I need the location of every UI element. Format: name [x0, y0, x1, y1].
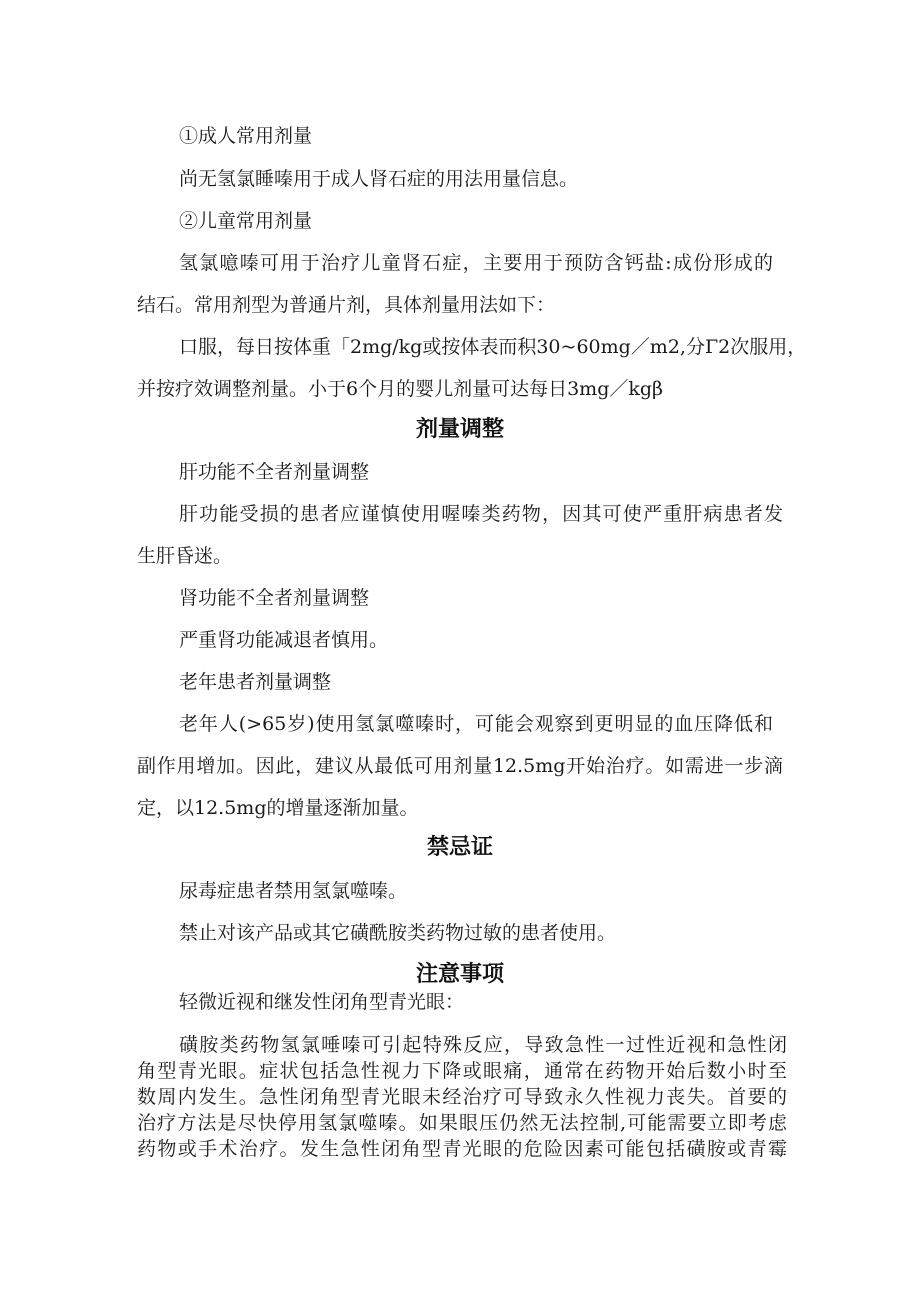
heading-precautions: 注意事项: [415, 962, 504, 987]
kidney-title: 肾功能不全者剂量调整: [179, 587, 370, 609]
liver-line2: 生肝昏迷。: [137, 545, 233, 567]
contraindication-line2: 禁止对该产品或其它磺酰胺类药物过敏的患者使用。: [179, 922, 617, 944]
adult-dose-text: 尚无氢氯睡嗪用于成人肾石症的用法用量信息。: [179, 168, 579, 190]
liver-line1: 肝功能受损的患者应谨慎使用喔嗪类药物，因其可使严重肝病患者发: [179, 503, 783, 525]
heading-contraindications: 禁忌证: [426, 835, 493, 860]
dosage-line2: 并按疗效调整剂量。小于6个月的婴儿剂量可达每日3mg／kgβ: [137, 378, 664, 400]
kidney-text: 严重肾功能减退者慎用。: [179, 629, 389, 651]
precautions-paragraph: [137, 1032, 787, 1162]
child-dose-text-line1: 氢氯噫嗪可用于治疗儿童肾石症，主要用于预防含钙盐:成份形成的: [179, 252, 773, 274]
precautions-line: 角型青光眼。症状包括急性视力下降或眼痛，通常在药物开始后数小时至: [137, 1060, 787, 1082]
elderly-line3: 定，以12.5mg的增量逐渐加量。: [137, 797, 419, 819]
heading-dose-adjustment: 剂量调整: [415, 417, 504, 442]
precautions-line: 治疗方法是尽快停用氢氯噬嗪。如果眼压仍然无法控制,可能需要立即考虑: [137, 1112, 787, 1134]
elderly-line2: 副作用增加。因此，建议从最低可用剂量12.5mg开始治疗。如需进一步滴: [137, 755, 783, 777]
child-dose-text-line2: 结石。常用剂型为普通片剂，具体剂量用法如下：: [137, 294, 556, 316]
child-dose-title: ②儿童常用剂量: [179, 210, 313, 232]
liver-title: 肝功能不全者剂量调整: [179, 461, 370, 483]
elderly-title: 老年患者剂量调整: [179, 671, 332, 693]
dosage-line1: 口服，每日按体重「2mg/kg或按体表而积30~60mg／m2,分Γ2次服用，: [179, 336, 807, 358]
precautions-line: 磺胺类药物氢氯唾嗪可引起特殊反应，导致急性一过性近视和急性闭: [179, 1034, 787, 1056]
adult-dose-title: ①成人常用剂量: [179, 125, 313, 147]
precautions-line: 药物或手术治疗。发生急性闭角型青光眼的危险因素可能包括磺胺或青霉: [137, 1138, 787, 1160]
elderly-line1: 老年人(>65岁)使用氢氯噬嗪时，可能会观察到更明显的血压降低和: [179, 713, 773, 735]
precautions-subtitle: 轻微近视和继发性闭角型青光眼：: [179, 991, 465, 1013]
contraindication-line1: 尿毒症患者禁用氢氯噬嗪。: [179, 880, 408, 902]
precautions-line: 数周内发生。急性闭角型青光眼未经治疗可导致永久性视力丧失。首要的: [137, 1086, 787, 1108]
